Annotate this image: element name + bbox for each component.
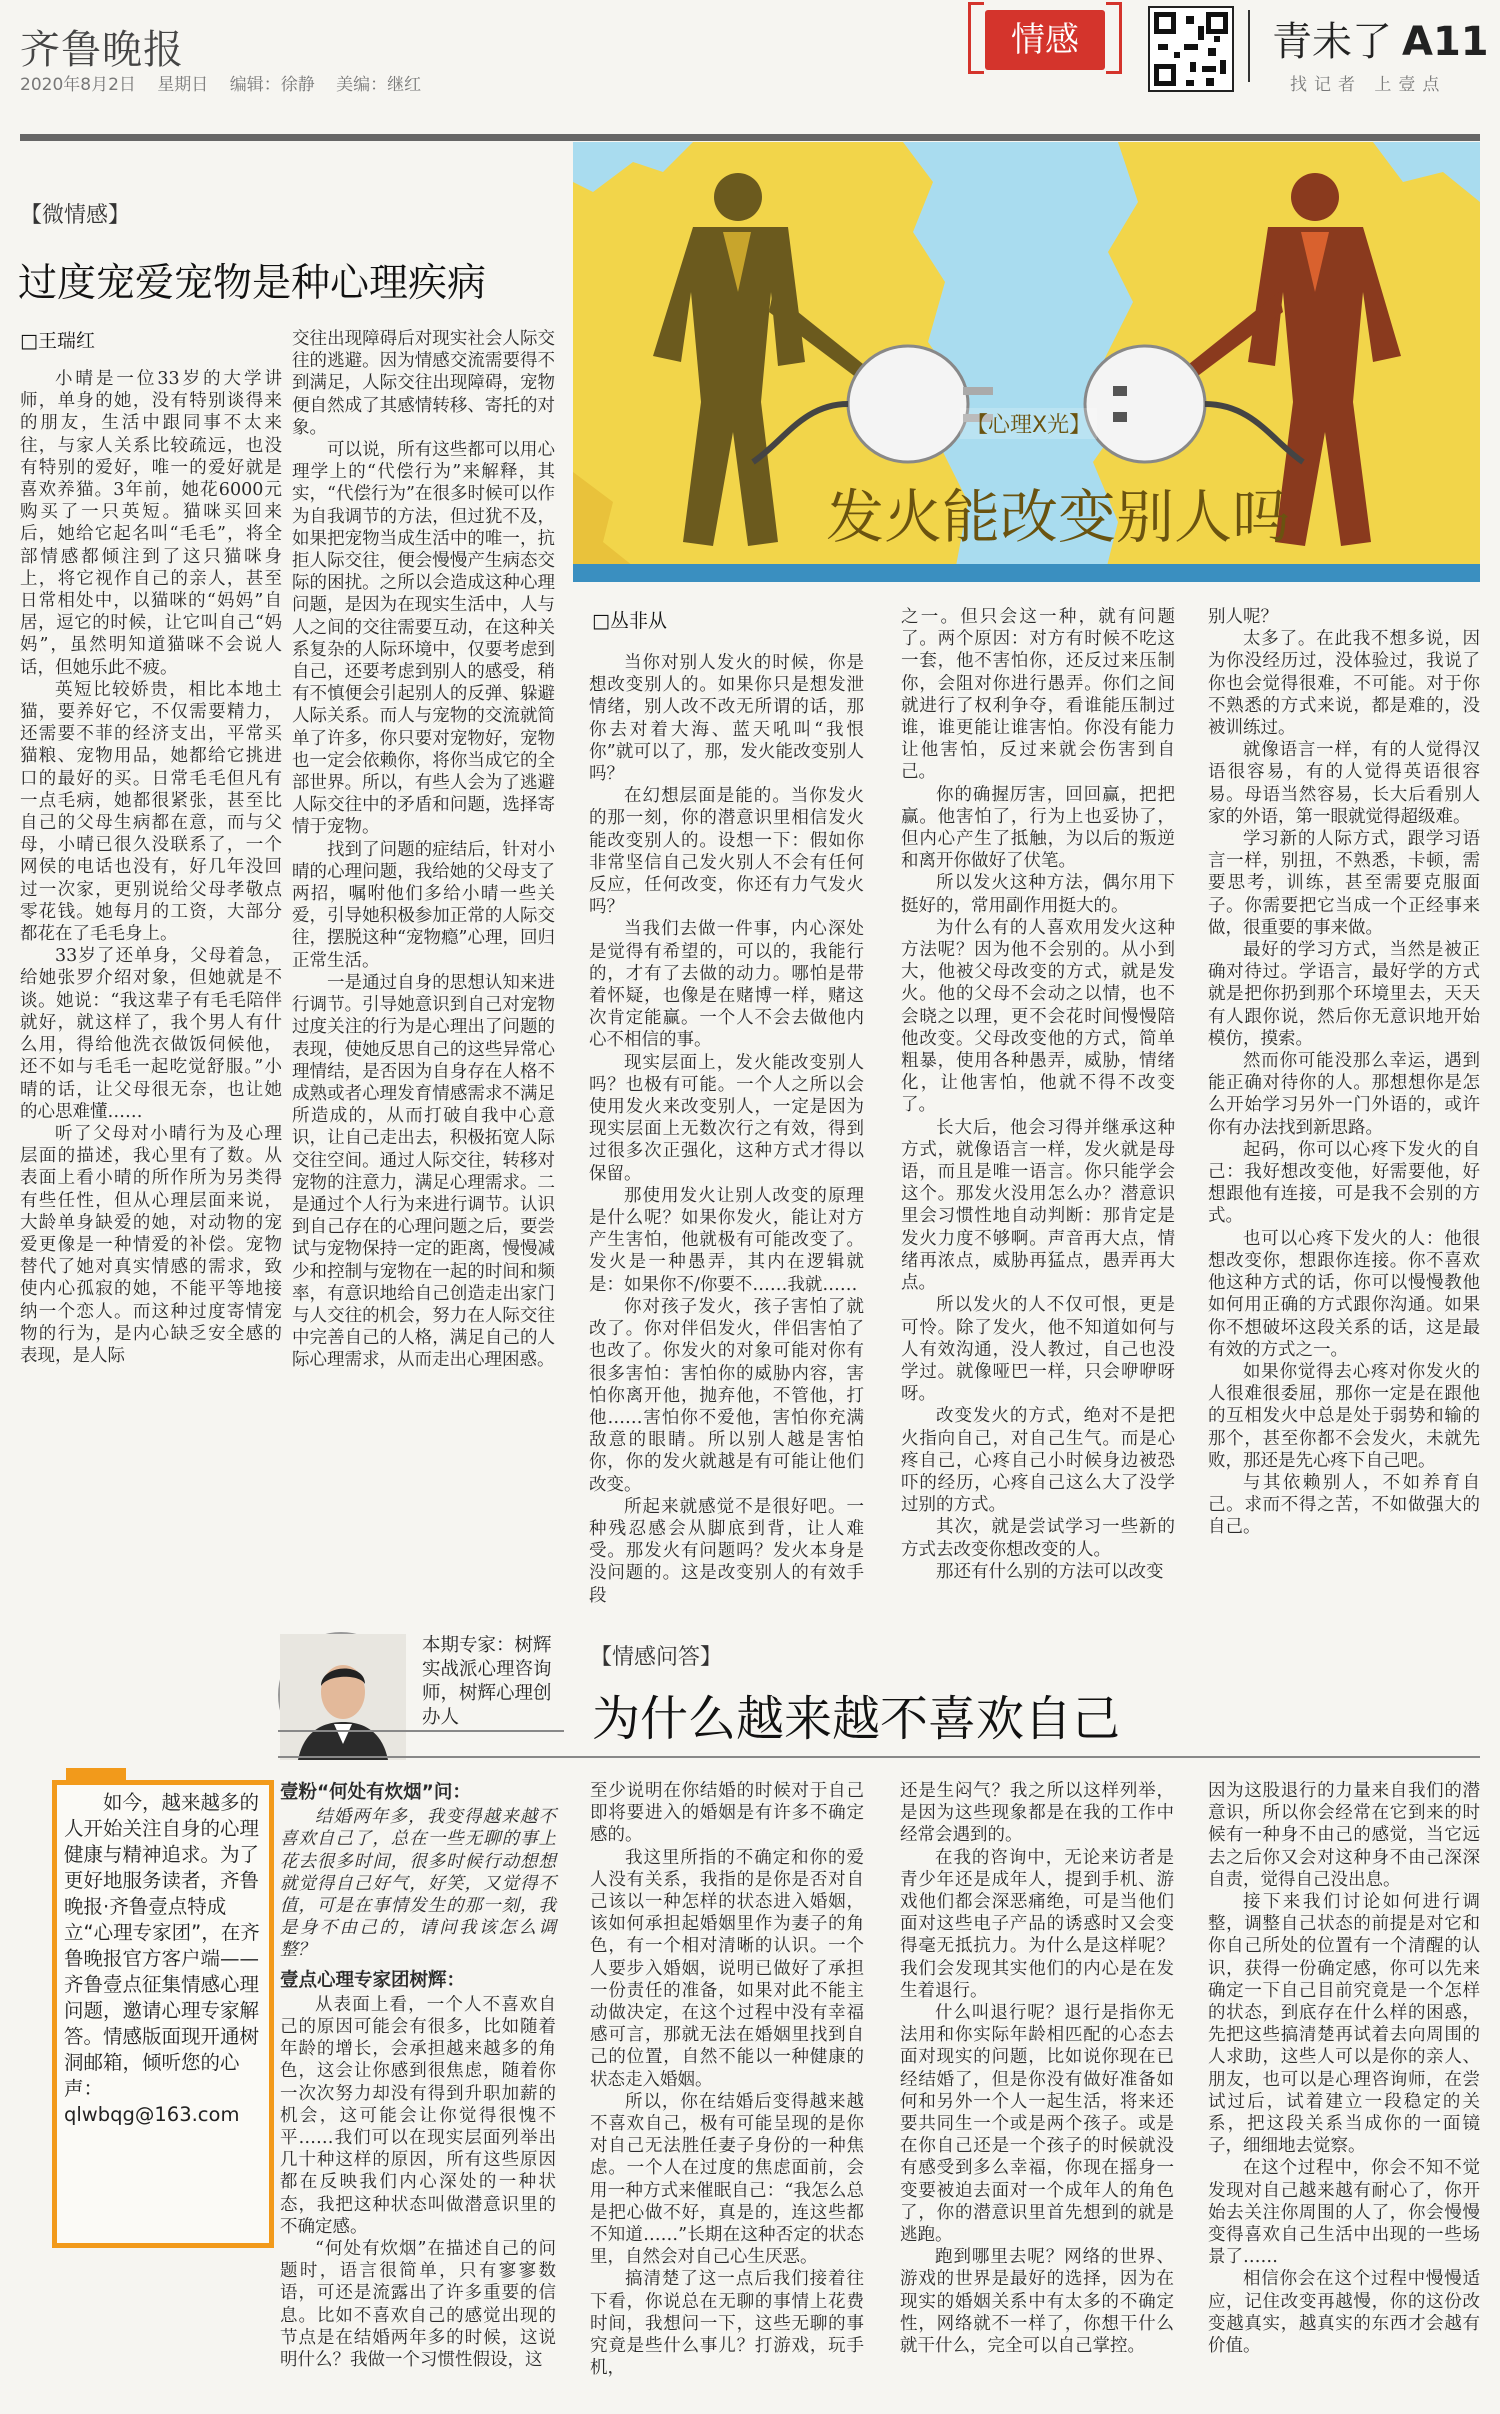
paragraph: 那还有什么别的方法可以改变 xyxy=(936,1561,1164,1582)
paragraph: 所以发火的人不仅可恨，更是可怜。除了发火，他不知道如何与人有效沟通，没人教过，自己也没学过。就像哑巴一样，只会咿咿呀呀。 xyxy=(901,1295,1175,1405)
paragraph: 小晴是一位33岁的大学讲师，单身的她，没有特别谈得来的朋友，生活中跟同事不太来往，与家人关系比较疏远，也没有特别的爱好，唯一的爱好就是喜欢养猫。3年前，她花6000元购买了一只英短。猫咪买回来后，她给它起名叫“毛毛”，将全部情感都倾注到了这只猫咪身上，将它视作自己的亲人，甚至日常相处中，以猫咪的“妈妈”自居，逗它的时候，让它叫自己“妈妈”，虽然明知道猫咪不会说人话，但她乐此不疲。 xyxy=(20,369,282,678)
qa-rule xyxy=(278,1756,1480,1758)
article2-byline: □丛非从 xyxy=(592,610,667,632)
paragraph: 因为这股退行的力量来自我们的潜意识，所以你会经常在它到来的时候有一种身不由己的感觉，当它远去之后你又会对这种身不由己深深自责，觉得自己没出息。 xyxy=(1208,1781,1480,1890)
section-label: 情感 xyxy=(1011,20,1079,60)
paragraph: 最好的学习方式，当然是被正确对待过。学语言，最好学的方式就是把你扔到那个环境里去，天天有人跟你说，然后你无意识地开始模仿，摸索。 xyxy=(1208,940,1480,1049)
expert-portrait xyxy=(278,1632,404,1758)
expert-info: 本期专家：树辉 实战派心理咨询师，树辉心理创办人 xyxy=(422,1635,552,1728)
article1-column-1 xyxy=(20,368,282,1563)
paragraph: 与其依赖别人，不如养育自己。求而不得之苦，不如做强大的自己。 xyxy=(1208,1472,1480,1538)
paragraph: 听了父母对小晴行为及心理层面的描述，我心里有了数。从表面上看小晴的所作所为另类得有些任性，但从心理层面来说，大龄单身缺爱的她，对动物的宠爱更像是一种情爱的补偿。宠物替代了她对真实情感的需求，致使内心孤寂的她，不能平等地接纳一个恋人。而这种过度寄情宠物的行为，是内心缺乏安全感的表现，是人际 xyxy=(20,1123,282,1366)
paragraph: 一是通过自身的思想认知来进行调节。引导她意识到自己对宠物过度关注的行为是心理出了问题的表现，使她反思自己的这些异常心理情结，是否因为自身存在人格不成熟或者心理发育情感需求不满足所造成的，从而打破自我中心意识，让自己走出去，积极拓宽人际交往空间。通过人际交往，转移对宠物的注意力，满足心理需求。二是通过个人行为来进行调节。认识到自己存在的心理问题之后，要尝试与宠物保持一定的距离，慢慢减少和控制与宠物在一起的时间和频率，有意识地给自己创造走出家门与人交往的机会，努力在人际交往中完善自己的人格，满足自己的人际心理需求，从而走出心理困惑。 xyxy=(292,972,555,1371)
paragraph: 就像语言一样，有的人觉得汉语很容易，有的人觉得英语很容易。母语当然容易，长大后看别人家的外语，第一眼就觉得超级难。 xyxy=(1208,740,1480,827)
designer-credit: 美编：继红 xyxy=(336,75,422,95)
paragraph: 所以发火这种方法，偶尔用下挺好的，常用副作用挺大的。 xyxy=(901,873,1175,916)
expert-rule xyxy=(278,1730,564,1732)
paragraph: 别人呢？ xyxy=(1208,607,1278,627)
question-text: 结婚两年多，我变得越来越不喜欢自己了，总在一些无聊的事上花去很多时间，很多时候行动想想就觉得自己好气，好笑，又觉得不值，可是在事情发生的那一刻，我是身不由己的，请问我该怎么调整？ xyxy=(280,1807,556,1961)
paragraph: 在我的咨询中，无论来访者是青少年还是成年人，提到手机、游戏他们都会深恶痛绝，可是当他们面对这些电子产品的诱惑时又会变得毫无抵抗力。为什么是这样呢？我们会发现其实他们的内心是在发生着退行。 xyxy=(900,1847,1174,2001)
paragraph: 当我们去做一件事，内心深处是觉得有希望的，可以的，我能行的，才有了去做的动力。哪怕是带着怀疑，也像是在赌博一样，赌这次肯定能赢。一个人不会去做他内心不相信的事。 xyxy=(589,919,864,1051)
page-name xyxy=(1272,10,1489,67)
paragraph: 至少说明在你结婚的时候对于自己即将要进入的婚姻是有许多不确定感的。 xyxy=(590,1781,864,1846)
issue-weekday: 星期日 xyxy=(157,75,209,95)
page-number: A11 xyxy=(1402,19,1489,65)
page-title: 青未了 xyxy=(1272,19,1392,65)
portrait-art xyxy=(280,1634,406,1760)
article1-title: 过度宠爱宠物是种心理疾病 xyxy=(18,261,487,306)
qa-column-2 xyxy=(590,1780,864,2414)
paragraph: 太多了。在此我不想多说，因为你没经历过，没体验过，我说了你也会觉得很难，不可能。对于你不熟悉的方式来说，都是难的，没被训练过。 xyxy=(1208,629,1480,739)
qa-column-1 xyxy=(280,1780,556,2414)
paragraph: 还是生闷气？我之所以这样列举，是因为这些现象都是在我的工作中经常会遇到的。 xyxy=(900,1781,1174,1846)
paragraph: 之一。但只会这一种，就有问题了。两个原因：对方有时候不吃这一套，他不害怕你，还反过来压制你，会阻对你进行愚弄。你们之间就进行了权利争夺，看谁能压制过谁，谁更能让谁害怕。你没有能力让他害怕，反过来就会伤害到自己。 xyxy=(901,607,1175,783)
paragraph: 然而你可能没那么幸运，遇到能正确对待你的人。那想想你是怎么开始学习另外一门外语的，或许你有办法找到新思路。 xyxy=(1208,1051,1480,1138)
paragraph: 学习新的人际方式，跟学习语言一样，别扭，不熟悉，卡顿，需要思考，训练，甚至需要克服面子。你需要把它当成一个正经事来做，很重要的事来做。 xyxy=(1208,829,1480,938)
paragraph: 相信你会在这个过程中慢慢适应，记住改变再越慢，你的这份改变越真实，越真实的东西才会越有价值。 xyxy=(1208,2269,1480,2357)
paragraph: 所以，你在结婚后变得越来越不喜欢自己，极有可能呈现的是你对自己无法胜任妻子身份的一种焦虑。一个人在过度的焦虑面前，会用一种方式来催眠自己：“我怎么总是把心做不好，真是的，连这些都不知道……”长期在这种否定的状态里，自然会对自己心生厌恶。 xyxy=(590,2091,864,2268)
article2-column-1 xyxy=(589,652,864,1606)
paragraph: 当你对别人发火的时候，你是想改变别人的。如果你只是想发泄情绪，别人改不改无所谓的话，那你去对着大海、蓝天吼叫“我恨你”就可以了，那，发火能改变别人吗？ xyxy=(589,653,864,785)
paragraph: 你的确握厉害，回回赢，把把赢。他害怕了，行为上也妥协了，但内心产生了抵触，为以后的叛逆和离开你做好了伏笔。 xyxy=(901,784,1175,872)
qa-kicker: 【情感问答】 xyxy=(590,1645,723,1670)
paragraph: 你对孩子发火，孩子害怕了就改了。你对伴侣发火，伴侣害怕了也改了。你发火的对象可能对你有很多害怕：害怕你的威胁内容，害怕你离开他，抛弃他，不管他，打他……害怕你不爱他，害怕你充满敌意的眼睛。所以别人越是害怕你，你的发火就越是有可能让他们改变。 xyxy=(589,1296,864,1495)
article2-column-3 xyxy=(1208,606,1480,1564)
issue-date: 2020年8月2日 xyxy=(20,75,136,95)
editor-credit: 编辑：徐静 xyxy=(229,75,315,95)
answer-label: 壹点心理专家团树辉： xyxy=(280,1969,466,1991)
paragraph: 长大后，他会习得并继承这种方式，就像语言一样，发火就是母语，而且是唯一语言。你只能学会这个。那发火没用怎么办？潜意识里会习惯性地自动判断：那肯定是发火力度不够啊。声音再大点，情绪再浓点，威胁再猛点，愚弄再大点。 xyxy=(901,1117,1175,1294)
paragraph: 其次，就是尝试学习一些新的方式去改变你想改变的人。 xyxy=(901,1517,1175,1560)
paragraph: 所起来就感觉不是很好吧。一种残忍感会从脚底到背，让人难受。那发火有问题吗？发火本身是没问题的。这是改变别人的有效手段 xyxy=(589,1496,864,1606)
section-bracket-left xyxy=(968,2,984,74)
article1-kicker: 【微情感】 xyxy=(20,203,131,228)
paragraph: 交往出现障碍后对现实社会人际交往的逃避。因为情感交流需要得不到满足，人际交往出现障碍，宠物便自然成了其感情转移、寄托的对象。 xyxy=(292,329,555,438)
article2-column-2 xyxy=(901,606,1175,1582)
newspaper-logo: 齐鲁晚报 xyxy=(20,27,184,73)
paragraph: 搞清楚了这一点后我们接着往下看，你说总在无聊的事情上花费时间，我想问一下，这些无聊的事究竟是些什么事儿？打游戏，玩手机， xyxy=(590,2269,864,2379)
paragraph: 在这个过程中，你会不知不觉发现对自己越来越有耐心了，你开始去关注你周围的人了，你会慢慢变得喜欢自己生活中出现的一些场景了…… xyxy=(1208,2158,1480,2268)
qa-title: 为什么越来越不喜欢自己 xyxy=(592,1691,1121,1747)
paragraph: 跑到哪里去呢？网络的世界、游戏的世界是最好的选择，因为在现实的婚姻关系中有太多的不确定性，网络就不一样了，你想干什么就干什么，完全可以自己掌控。 xyxy=(900,2247,1174,2357)
paragraph: 起码，你可以心疼下发火的自己：我好想改变他，好需要他，好想跟他有连接，可是我不会别的方式。 xyxy=(1208,1139,1480,1227)
section-bracket-right xyxy=(1106,2,1122,74)
paragraph: 在幻想层面是能的。当你发火的那一刻，你的潜意识里相信发火能改变别人的。设想一下：假如你非常坚信自己发火别人不会有任何反应，任何改变，你还有力气发火吗？ xyxy=(589,786,864,918)
paragraph: 找到了问题的症结后，针对小晴的心理问题，我给她的父母支了两招，嘱咐他们多给小晴一些关爱，引导她积极参加正常的人际交往，摆脱这种“宠物瘾”心理，回归正常生活。 xyxy=(292,839,555,971)
paragraph: 什么叫退行呢？退行是指你无法用和你实际年龄相匹配的心态去面对现实的问题，比如说你现在已经结婚了，但是你没有做好准备如何和另外一个人一起生活，将来还要共同生一个或是两个孩子。或是在你自己还是一个孩子的时候就没有感受到多么幸福，你现在摇身一变要被迫去面对一个成年人的角色了，你的潜意识里首先想到的就是逃跑。 xyxy=(900,2003,1174,2246)
paragraph: “何处有炊烟”在描述自己的问题时，语言很简单，只有寥寥数语，可还是流露出了许多重要的信息。比如不喜欢自己的感觉出现的节点是在结婚两年多的时候，这说明什么？我做一个习惯性假设，这 xyxy=(280,2239,556,2371)
article1-byline: □王瑞红 xyxy=(20,330,95,352)
qr-code-icon xyxy=(1148,6,1234,92)
qa-column-4 xyxy=(1208,1780,1480,2414)
paragraph: 英短比较娇贵，相比本地土猫，要养好它，不仅需要精力，还需要不菲的经济支出，平常买猫粮、宠物用品，她都给它挑进口的最好的买。日常毛毛但凡有一点毛病，她都很紧张，甚至比自己的父母生病都在意，而与父母，小晴已很久没联系了，一个网侯的电话也没有，好几年没回过一次家，更别说给父母孝敬点零花钱。她每月的工资，大部分都花在了毛毛身上。 xyxy=(20,679,282,945)
column-intro-paragraph: 如今，越来越多的人开始关注自身的心理健康与精神追求。为了更好地服务读者，齐鲁晚报·齐鲁壹点特成立“心理专家团”，在齐鲁晚报官方客户端——齐鲁壹点征集情感心理问题，邀请心理专家解答。情感版面现开通树洞邮箱，倾听您的心声：qlwbqg@163.com xyxy=(64,1791,260,2126)
dateline xyxy=(20,70,437,95)
paragraph: 我这里所指的不确定和你的爱人没有关系，我指的是你是否对自己该以一种怎样的状态进入婚姻，该如何承担起婚姻里作为妻子的角色，有一个相对清晰的认识。一个人要步入婚姻，说明已做好了承担一份责任的准备，如果对此不能主动做决定，在这个过程中没有幸福感可言，那就无法在婚姻里找到自己的位置，自然不能以一种健康的状态走入婚姻。 xyxy=(590,1847,864,2090)
paragraph: 改变发火的方式，绝对不是把火指向自己，对自己生气。而是心疼自己，心疼自己小时候身边被恐吓的经历，心疼自己这么大了没学过别的方式。 xyxy=(901,1406,1175,1516)
article1-column-2 xyxy=(292,328,555,1563)
illustration-kicker: 【心理X光】 xyxy=(960,408,1097,439)
question-label: 壹粉“何处有炊烟”问： xyxy=(280,1782,471,1803)
qa-column-3 xyxy=(900,1780,1174,2414)
paragraph: 为什么有的人喜欢用发火这种方法呢？因为他不会别的。从小到大，他被父母改变的方式，就是发火。他的父母不会动之以情，也不会晓之以理，更不会花时间慢慢陪他改变。父母改变他的方式，简单粗暴，使用各种愚弄，威胁，情绪化，让他害怕，他就不得不改变了。 xyxy=(901,917,1175,1116)
top-rule xyxy=(20,134,1480,141)
paragraph: 可以说，所有这些都可以用心理学上的“代偿行为”来解释，其实，“代偿行为”在很多时候可以作为自我调节的方法，但过犹不及，如果把宠物当成生活中的唯一，抗拒人际交往，便会慢慢产生病态交际的困扰。之所以会造成这种心理问题，是因为在现实生活中，人与人之间的交往需要互动，在这种关系复杂的人际环境中，仅要考虑到自己，还要考虑到别人的感受，稍有不慎便会引起别人的反弹、躲避人际关系。而人与宠物的交流就简单了许多，你只要对宠物好，宠物也一定会依赖你，将你当成它的全部世界。所以，有些人会为了逃避人际交往中的矛盾和问题，选择寄情于宠物。 xyxy=(292,440,555,838)
column-intro-text xyxy=(64,1790,262,2128)
illustration-title: 发火能改变别人吗 xyxy=(826,483,1291,551)
paragraph: 如果你觉得去心疼对你发火的人很难很委屈，那你一定是在跟他的互相发火中总是处于弱势和输的那个，甚至你都不会发火，未就先败，那还是先心疼下自己吧。 xyxy=(1208,1361,1480,1471)
masthead-separator xyxy=(1248,10,1250,82)
section-tab xyxy=(985,10,1105,70)
paragraph: 从表面上看，一个人不喜欢自己的原因可能会有很多，比如随着年龄的增长，会承担越来越多的角色，这会让你感到很焦虑，随着你一次次努力却没有得到升职加薪的机会，这可能会让你觉得很愧不平……我们可以在现实层面列举出几十种这样的原因，所有这些原因都在反映我们内心深处的一种状态，我把这种状态叫做潜意识里的不确定感。 xyxy=(280,1994,556,2237)
paragraph: 那使用发火让别人改变的原理是什么呢？如果你发火，能让对方产生害怕，他就极有可能改变了。发火是一种愚弄，其内在逻辑就是：如果你不/你要不……我就…… xyxy=(589,1185,864,1295)
paragraph: 33岁了还单身，父母着急，给她张罗介绍对象，但她就是不谈。她说：“我这辈子有毛毛陪伴就好，就这样了，我个男人有什么用，得给他洗衣做饭伺候他，还不如与毛毛一起吃觉舒服。”小晴的话，让父母很无奈，也让她的心思难懂…… xyxy=(20,946,282,1122)
paragraph: 也可以心疼下发火的人：他很想改变你，想跟你连接。你不喜欢他这种方式的话，你可以慢慢教他如何用正确的方式跟你沟通。如果你不想破坏这段关系的话，这是最有效的方式之一。 xyxy=(1208,1228,1480,1360)
staff-credit: 找记者 上壹点 xyxy=(1290,75,1447,95)
paragraph: 现实层面上，发火能改变别人吗？也极有可能。一个人之所以会使用发火来改变别人，一定是因为现实层面上无数次行之有效，得到过很多次正强化，这种方式才得以保留。 xyxy=(589,1052,864,1184)
paragraph: 接下来我们讨论如何进行调整，调整自己状态的前提是对它和你自己所处的位置有一个清醒的认识，获得一份确定感，你可以先来确定一下自己目前究竟是一个怎样的状态，到底存在什么样的困惑，先把这些搞清楚再试着去向周围的人求助，这些人可以是你的亲人、朋友，也可以是心理咨询师，在尝试过后，试着建立一段稳定的关系，把这段关系当成你的一面镜子，细细地去觉察。 xyxy=(1208,1892,1480,2157)
